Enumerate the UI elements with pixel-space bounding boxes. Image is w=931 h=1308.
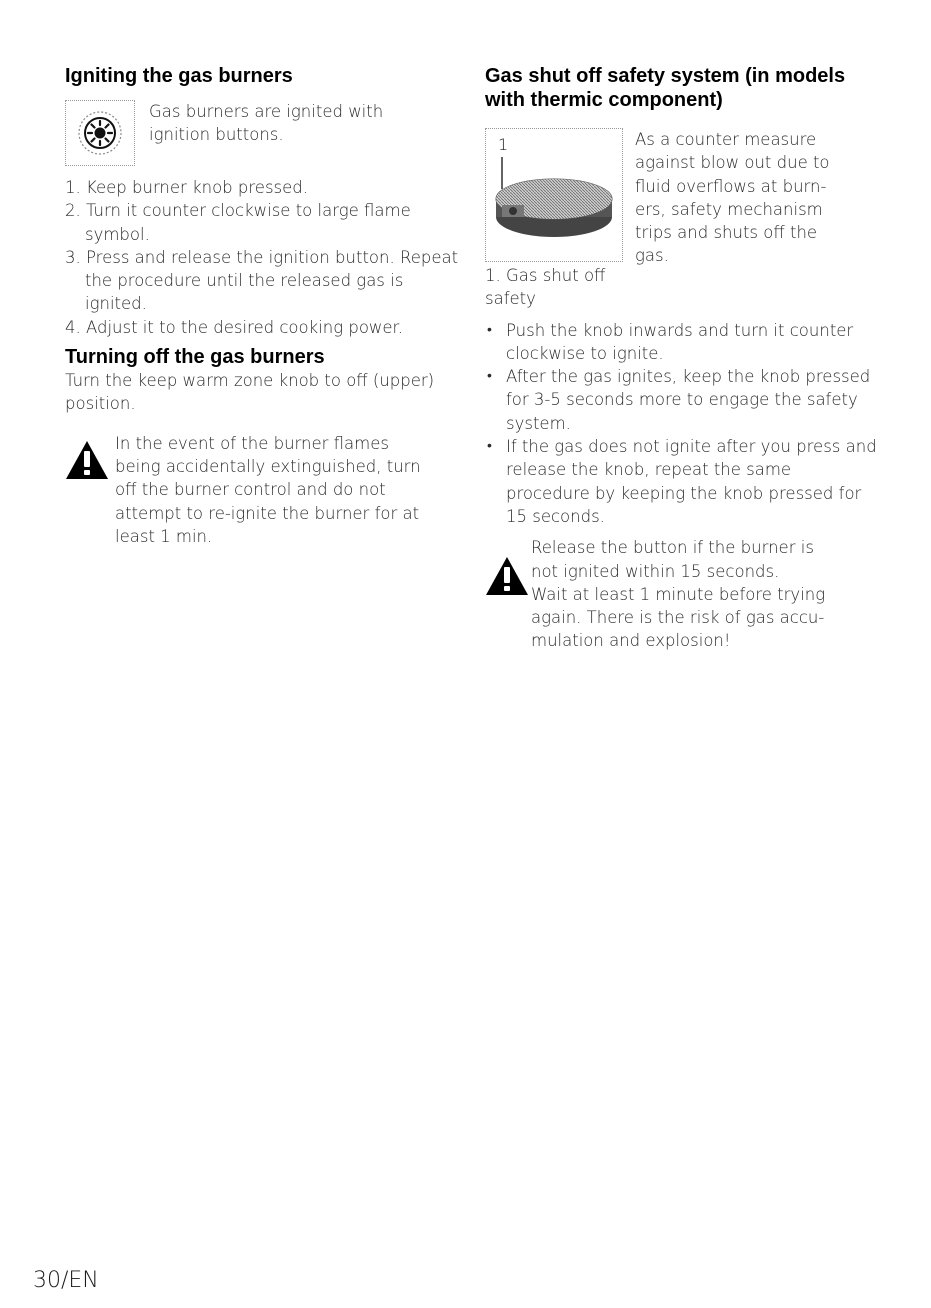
safety-thermocouple-illustration [485, 128, 623, 262]
turning-off-heading: Turning off the gas burners [65, 346, 325, 369]
safety-figure [485, 128, 623, 311]
instruction-1: • Push the knob inwards and turn it counter clockwise to ignite. [485, 319, 880, 366]
step-1: 1. Keep burner knob pressed. [65, 178, 309, 197]
step-4: 4. Adjust it to the desired cooking power. [65, 317, 404, 337]
right-column [485, 64, 880, 653]
safety-instructions [485, 319, 880, 529]
gas-warning [485, 536, 880, 652]
ignition-steps [65, 176, 465, 339]
ignition-intro [65, 100, 465, 166]
safety-description: As a counter measure against blow out due to fluid overflows at burn- ers, safety mechanism trips and shuts off the gas. [635, 130, 830, 266]
safety-system-heading: Gas shut off safety system (in models with thermic component) [485, 65, 846, 111]
gas-warning-text: Release the button if the burner is not ignited within 15 seconds. Wait at least 1 minute before trying again. There is the risk of gas accu- mulation and explosion! [531, 538, 826, 651]
left-column [65, 64, 465, 548]
figure-caption: 1. Gas shut off safety [485, 266, 606, 309]
step-2: 2. Turn it counter clockwise to large flame symbol. [65, 201, 411, 244]
burner-warning [65, 432, 465, 548]
ignition-intro-text: Gas burners are ignited with ignition buttons. [149, 102, 384, 145]
ignition-spark-icon [65, 100, 135, 166]
instruction-2: • After the gas ignites, keep the knob pressed for 3-5 seconds more to engage the safety system. [485, 365, 880, 435]
warning-triangle-icon [485, 556, 529, 596]
burner-warning-text: In the event of the burner flames being accidentally extinguished, turn off the burner control and do not attempt to re-ignite the burner for at least 1 min. [115, 433, 421, 546]
warning-triangle-icon [65, 440, 109, 480]
figure-row [485, 128, 880, 311]
step-3: 3. Press and release the ignition button. Repeat the procedure until the released gas is ignited. [65, 247, 459, 314]
igniting-heading: Igniting the gas burners [65, 65, 293, 87]
figure-number: 1 [498, 135, 509, 154]
instruction-3: • If the gas does not ignite after you press and release the knob, repeat the same procedure by keeping the knob pressed for 15 seconds. [485, 435, 880, 528]
turning-off-text: Turn the keep warm zone knob to off (upper) position. [65, 371, 435, 414]
page-number: 30/EN [33, 1268, 99, 1293]
